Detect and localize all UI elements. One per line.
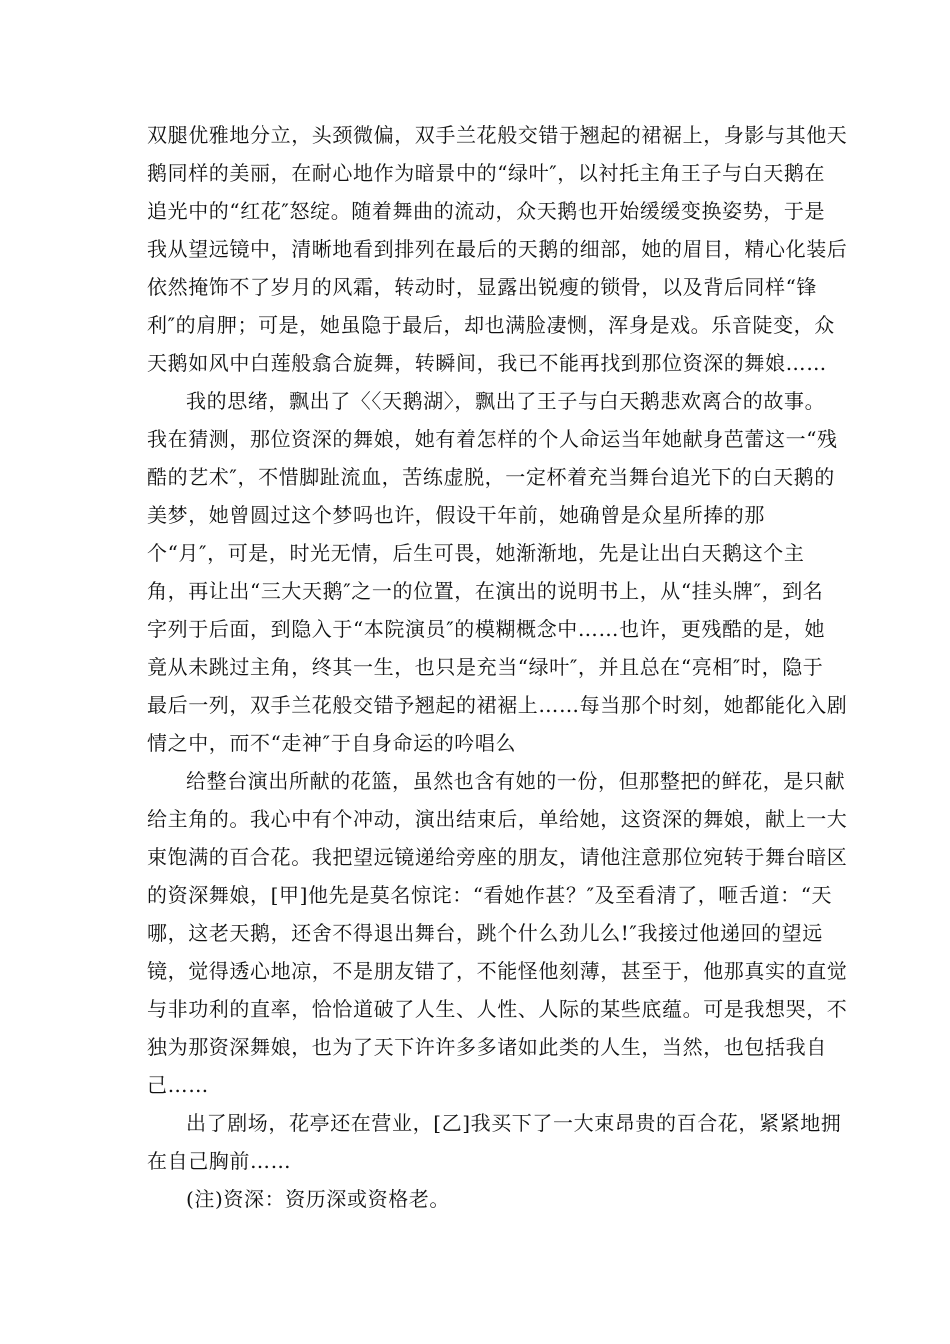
text-line: 束饱满的百合花。我把望远镜递给旁座的朋友，请他注意那位宛转于舞台暗区 [147,845,848,869]
text-line: 美梦，她曾圆过这个梦吗也许，假设干年前，她确曾是众星所捧的那 [147,503,765,527]
text-line: 独为那资深舞娘，也为了天下许许多多诸如此类的人生，当然，也包括我自 [147,1035,827,1059]
text-line: 我从望远镜中，清晰地看到排列在最后的天鹅的细部，她的眉目，精心化装后 [147,237,848,261]
text-line: 天鹅如风中白莲般翕合旋舞，转瞬间，我已不能再找到那位资深的舞娘…… [147,351,827,375]
text-line: 鹅同样的美丽，在耐心地作为暗景中的“绿叶″，以衬托主角王子与白天鹅在 [147,161,826,185]
text-line: 情之中，而不“走神″于自身命运的吟唱么 [147,731,517,755]
text-line: 竟从未跳过主角，终其一生，也只是充当“绿叶″，并且总在“亮相″时，隐于 [147,655,824,679]
text-line: 字列于后面，到隐入于“本院演员″的模糊概念中……也许，更残酷的是，她 [147,617,826,641]
text-line: 在自己胸前…… [147,1149,292,1173]
text-line: 给整台演出所献的花篮，虽然也含有她的一份，但那整把的鲜花，是只献 [186,769,846,793]
text-line: 酷的艺术″，不惜脚趾流血，苦练虚脱，一定杯着充当舞台追光下的白天鹅的 [147,465,835,489]
text-line: 依然掩饰不了岁月的风霜，转动时，显露出锐瘦的锁骨，以及背后同样“锋 [147,275,818,299]
text-line: 我在猜测，那位资深的舞娘，她有着怎样的个人命运当年她献身芭蕾这一“残 [147,427,838,451]
text-line: 镜，觉得透心地凉，不是朋友错了，不能怪他刻薄，甚至于，他那真实的直觉 [147,959,848,983]
footnote: (注)资深：资历深或资格老。 [186,1187,451,1211]
text-line: 双腿优雅地分立，头颈微偏，双手兰花般交错于翘起的裙裾上，身影与其他天 [147,123,848,147]
text-line: 我的思绪，飘出了〈〈天鹅湖〉，飘出了王子与白天鹅悲欢离合的故事。 [186,389,826,413]
text-line: 角，再让出“三大天鹅″之一的位置，在演出的说明书上，从“挂头牌″，到名 [147,579,824,603]
text-line: 追光中的“红花″怒绽。随着舞曲的流动，众天鹅也开始缓缓变换姿势，于是 [147,199,826,223]
text-line: 个“月″，可是，时光无情，后生可畏，她渐渐地，先是让出白天鹅这个主 [147,541,805,565]
text-line: 利″的肩胛；可是，她虽隐于最后，却也满脸凄恻，浑身是戏。乐音陡变，众 [147,313,835,337]
text-line: 己…… [147,1073,209,1097]
text-line: 出了剧场，花亭还在营业，[乙]我买下了一大束昂贵的百合花，紧紧地拥 [186,1111,842,1135]
text-line: 最后一列，双手兰花般交错予翘起的裙裾上……每当那个时刻，她都能化入剧 [147,693,848,717]
text-line: 给主角的。我心中有个冲动，演出结束后，单给她，这资深的舞娘，献上一大 [147,807,848,831]
text-line: 哪，这老天鹅，还舍不得退出舞台，跳个什么劲儿么!″我接过他递回的望远 [147,921,823,945]
text-line: 与非功利的直率，恰恰道破了人生、人性、人际的某些底蕴。可是我想哭，不 [147,997,848,1021]
text-line: 的资深舞娘，[甲]他先是莫名惊诧：“看她作甚？″及至看清了，咂舌道：“天 [147,883,833,907]
